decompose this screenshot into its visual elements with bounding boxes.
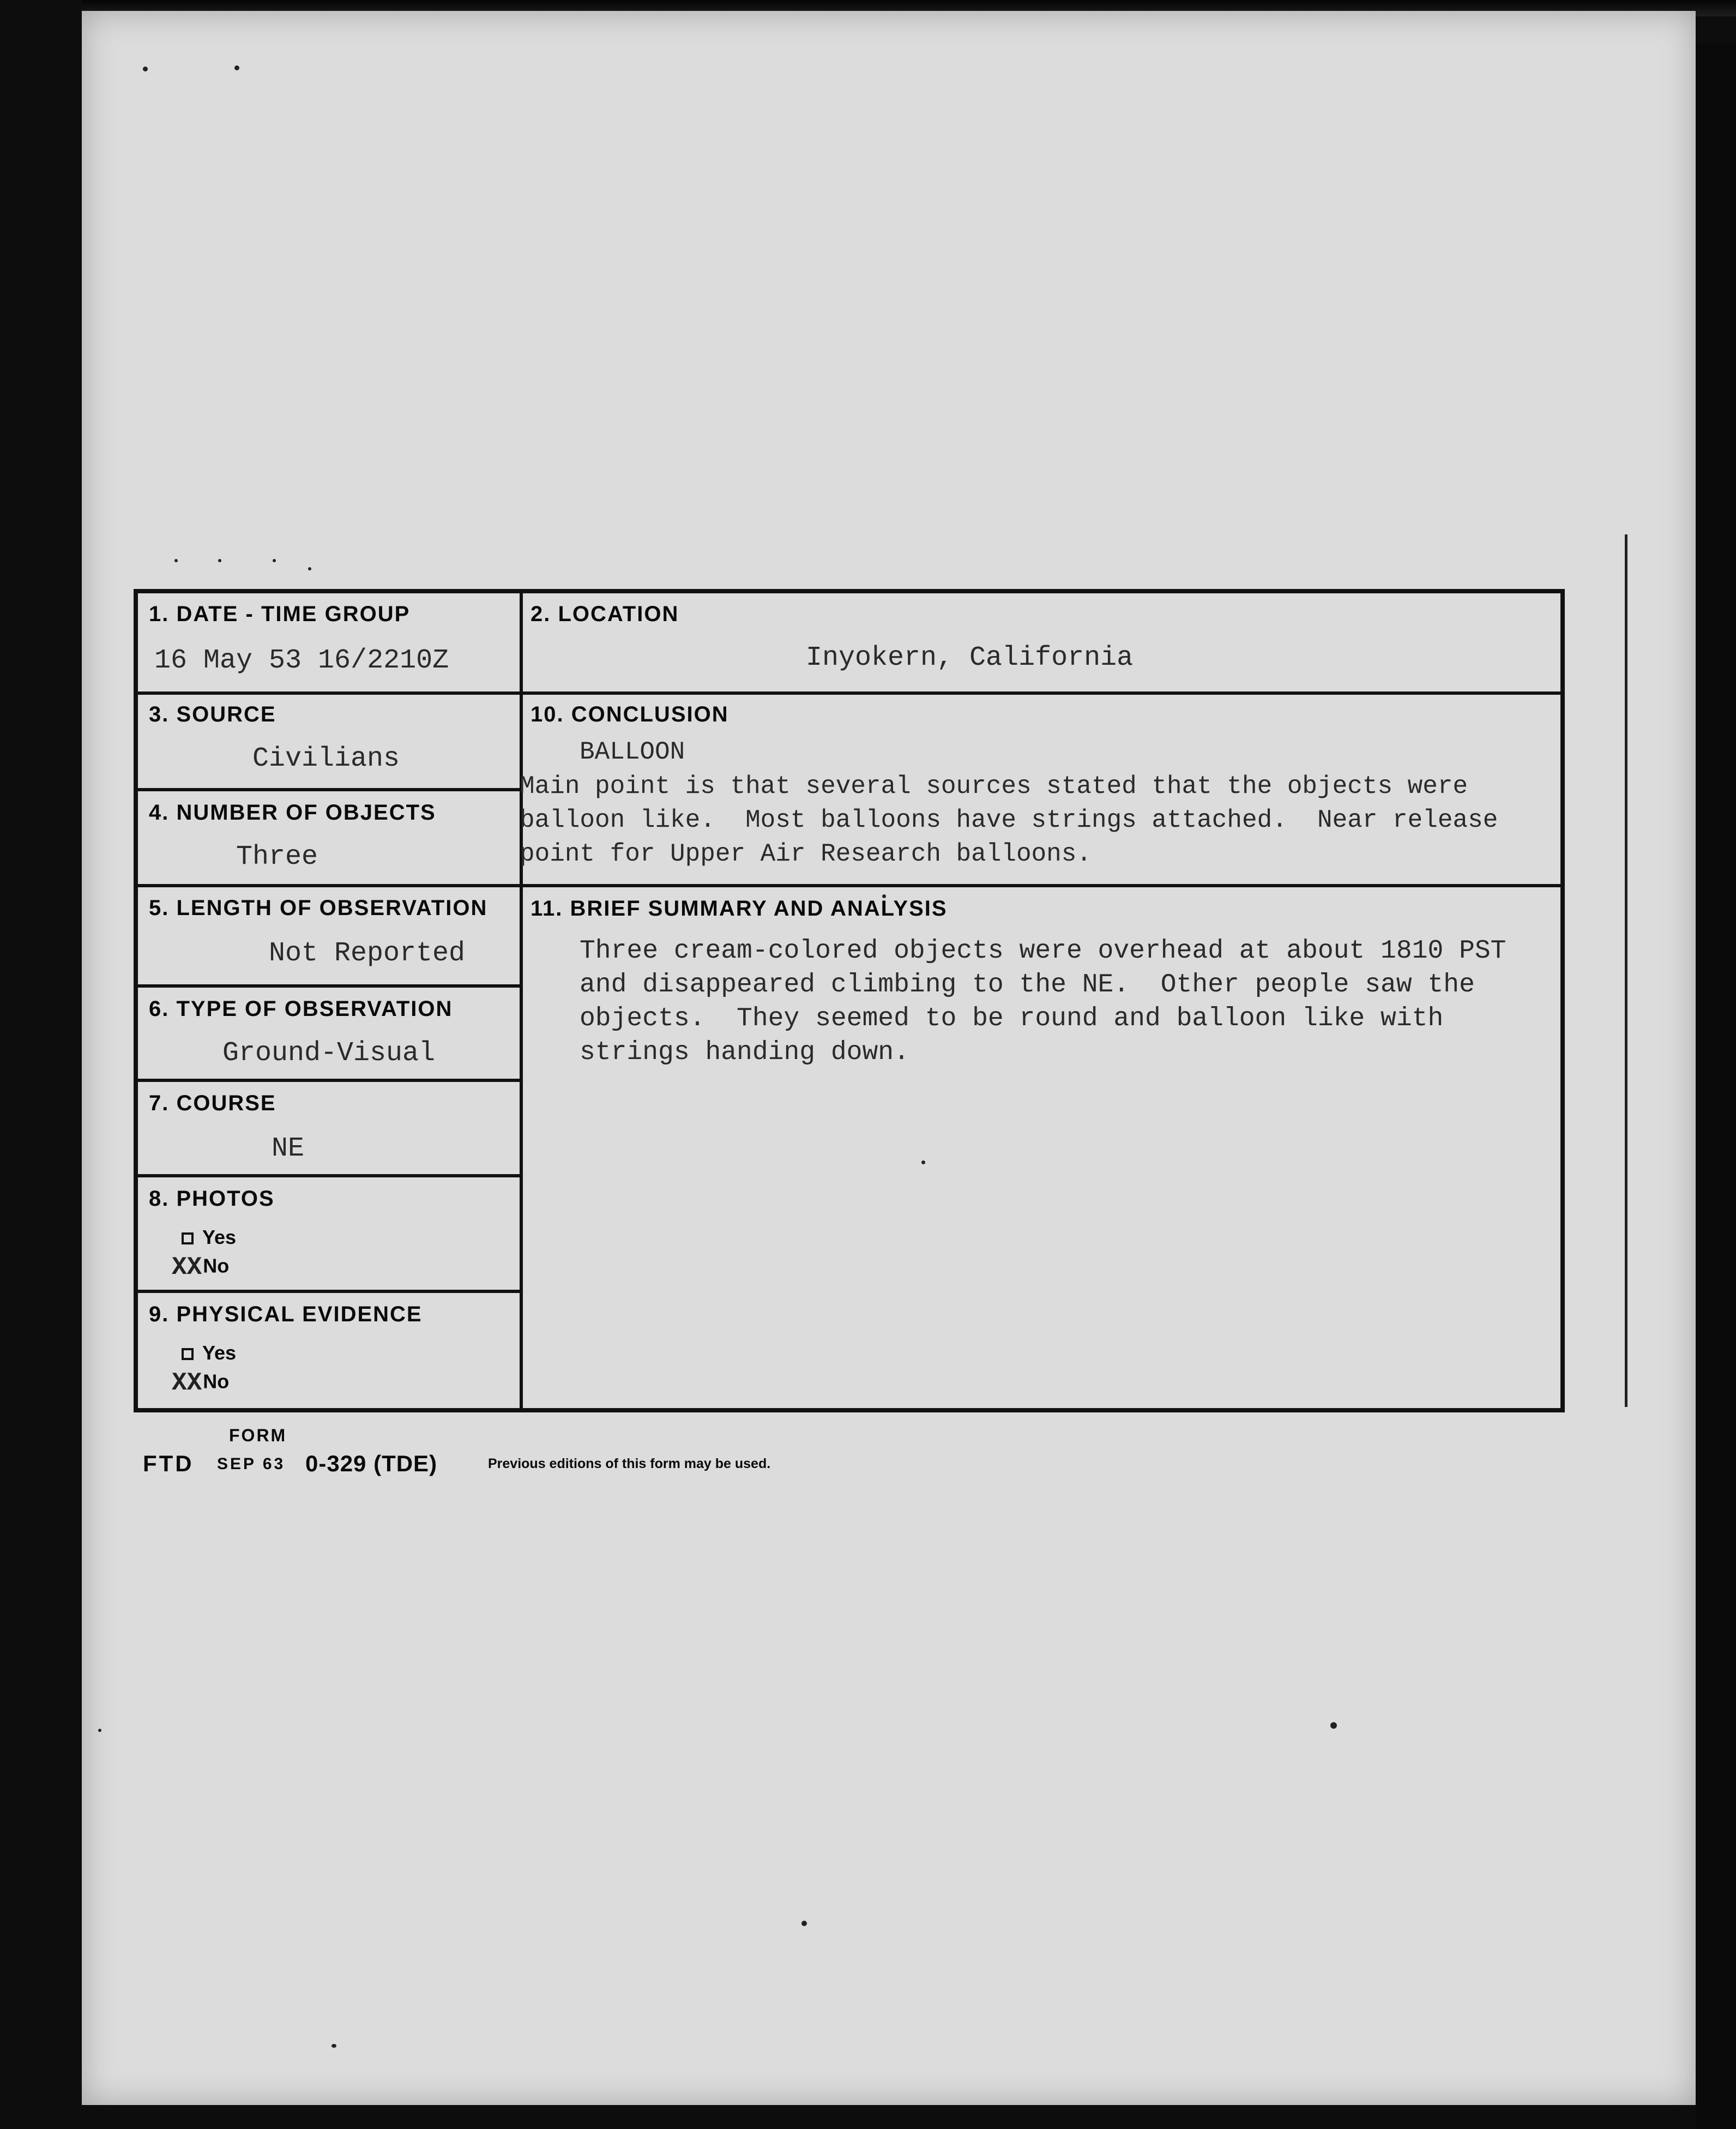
scan-speck (331, 2044, 336, 2048)
summary-text: Three cream-colored objects were overhead at about 1810 PST and disappeared climbing to the NE. Other people saw the objects. They seemed to be round and balloon like with strings handing down. (580, 936, 1506, 1067)
length-of-observation-label: 5. LENGTH OF OBSERVATION (149, 896, 488, 920)
photos-no-check-mark: XX (172, 1253, 202, 1282)
row-divider (138, 691, 1560, 695)
scan-speck (98, 1729, 101, 1732)
row-divider (138, 884, 1560, 887)
photos-yes-option[interactable] (182, 1226, 236, 1249)
course-label: 7. COURSE (149, 1091, 276, 1115)
scan-speck (308, 567, 311, 570)
physical-evidence-no-check-mark: XX (172, 1369, 202, 1397)
number-of-objects-value: Three (236, 841, 318, 873)
date-time-label: 1. DATE - TIME GROUP (149, 602, 411, 626)
summary-label: 11. BRIEF SUMMARY AND ANALYSIS (531, 897, 948, 921)
conclusion-text: Main point is that several sources stated that the objects were balloon like. Most balloons have strings attached. Near release point for Upper Air Research balloons. (520, 772, 1498, 868)
length-of-observation-value: Not Reported (269, 938, 466, 969)
location-label: 2. LOCATION (531, 602, 679, 626)
course-value: NE (272, 1133, 305, 1164)
conclusion-heading: BALLOON (580, 738, 685, 766)
conclusion-label: 10. CONCLUSION (531, 702, 729, 726)
column-divider (520, 593, 523, 1408)
physical-evidence-no-option[interactable] (172, 1369, 229, 1397)
row-divider (138, 788, 520, 791)
scan-speck (143, 67, 148, 71)
scan-right-edge (1696, 44, 1736, 2129)
footer-note: Previous editions of this form may be used. (488, 1456, 771, 1471)
photos-no-option[interactable] (172, 1253, 229, 1282)
scan-speck (218, 559, 221, 562)
physical-evidence-no-label: No (203, 1370, 230, 1393)
number-of-objects-label: 4. NUMBER OF OBJECTS (149, 801, 436, 825)
footer-date: SEP 63 (217, 1455, 286, 1473)
photos-yes-label: Yes (202, 1226, 237, 1248)
physical-evidence-yes-checkbox[interactable] (182, 1348, 194, 1360)
type-of-observation-value: Ground-Visual (222, 1038, 436, 1069)
photos-no-label: No (203, 1254, 230, 1277)
scan-speck (174, 559, 178, 562)
footer-form-number: 0-329 (TDE) (305, 1451, 438, 1476)
row-divider (138, 1290, 520, 1293)
location-value: Inyokern, California (806, 642, 1134, 673)
scan-speck (801, 1921, 807, 1926)
source-label: 3. SOURCE (149, 702, 276, 726)
footer-form-word: FORM (229, 1426, 287, 1445)
observation-form (134, 589, 1565, 1412)
scan-speck (234, 65, 239, 70)
photos-yes-checkbox[interactable] (182, 1232, 194, 1244)
physical-evidence-yes-label: Yes (202, 1342, 237, 1364)
physical-evidence-label: 9. PHYSICAL EVIDENCE (149, 1302, 423, 1326)
photos-label: 8. PHOTOS (149, 1187, 275, 1211)
footer-ftd: FTD (143, 1451, 194, 1476)
date-time-value: 16 May 53 16/2210Z (154, 645, 449, 676)
scan-artifact-line (1625, 534, 1628, 1407)
scan-speck (1330, 1722, 1337, 1729)
row-divider (138, 1174, 520, 1177)
type-of-observation-label: 6. TYPE OF OBSERVATION (149, 997, 453, 1021)
row-divider (138, 1079, 520, 1082)
source-value: Civilians (252, 743, 400, 774)
scan-speck (273, 559, 276, 562)
physical-evidence-yes-option[interactable] (182, 1342, 236, 1364)
row-divider (138, 984, 520, 988)
